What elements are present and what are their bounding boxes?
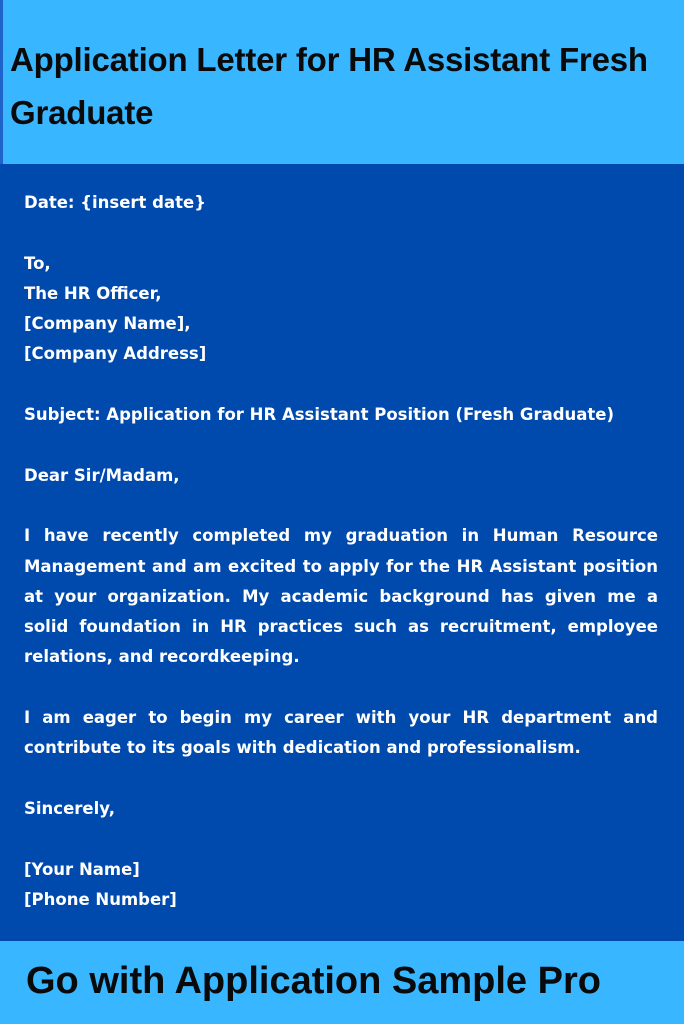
recipient-company-address: [Company Address] bbox=[24, 344, 207, 364]
recipient-to: To, bbox=[24, 253, 51, 273]
letter-paragraph: I am eager to begin my career with your HR department and contribute to its goals with dedication and professionalism. bbox=[24, 708, 658, 758]
letter-subject: Subject: Application for HR Assistant Position (Fresh Graduate) bbox=[24, 405, 615, 425]
footer-banner bbox=[0, 941, 684, 1024]
recipient-company-name: [Company Name], bbox=[24, 314, 191, 334]
footer-tagline: Go with Application Sample Pro bbox=[26, 960, 601, 1002]
signature-phone: [Phone Number] bbox=[24, 889, 177, 909]
signature-name: [Your Name] bbox=[24, 859, 140, 879]
header-banner bbox=[0, 0, 684, 164]
recipient-officer: The HR Officer, bbox=[24, 283, 162, 303]
letter-date: Date: {insert date} bbox=[24, 193, 206, 212]
page-title: Application Letter for HR Assistant Fresh Graduate bbox=[10, 41, 648, 131]
letter-body bbox=[0, 164, 684, 941]
letter-closing: Sincerely, bbox=[24, 798, 115, 818]
recipient-block bbox=[24, 249, 658, 370]
letter-salutation: Dear Sir/Madam, bbox=[24, 465, 180, 485]
letter-paragraph: I have recently completed my graduation in Human Resource Management and am excited to apply for the HR Assistant position at your organization. My academic background has given me a solid foundation in HR practices such as recruitment, employee relations, and recordkeeping. bbox=[24, 526, 658, 667]
signature-block bbox=[24, 855, 658, 916]
